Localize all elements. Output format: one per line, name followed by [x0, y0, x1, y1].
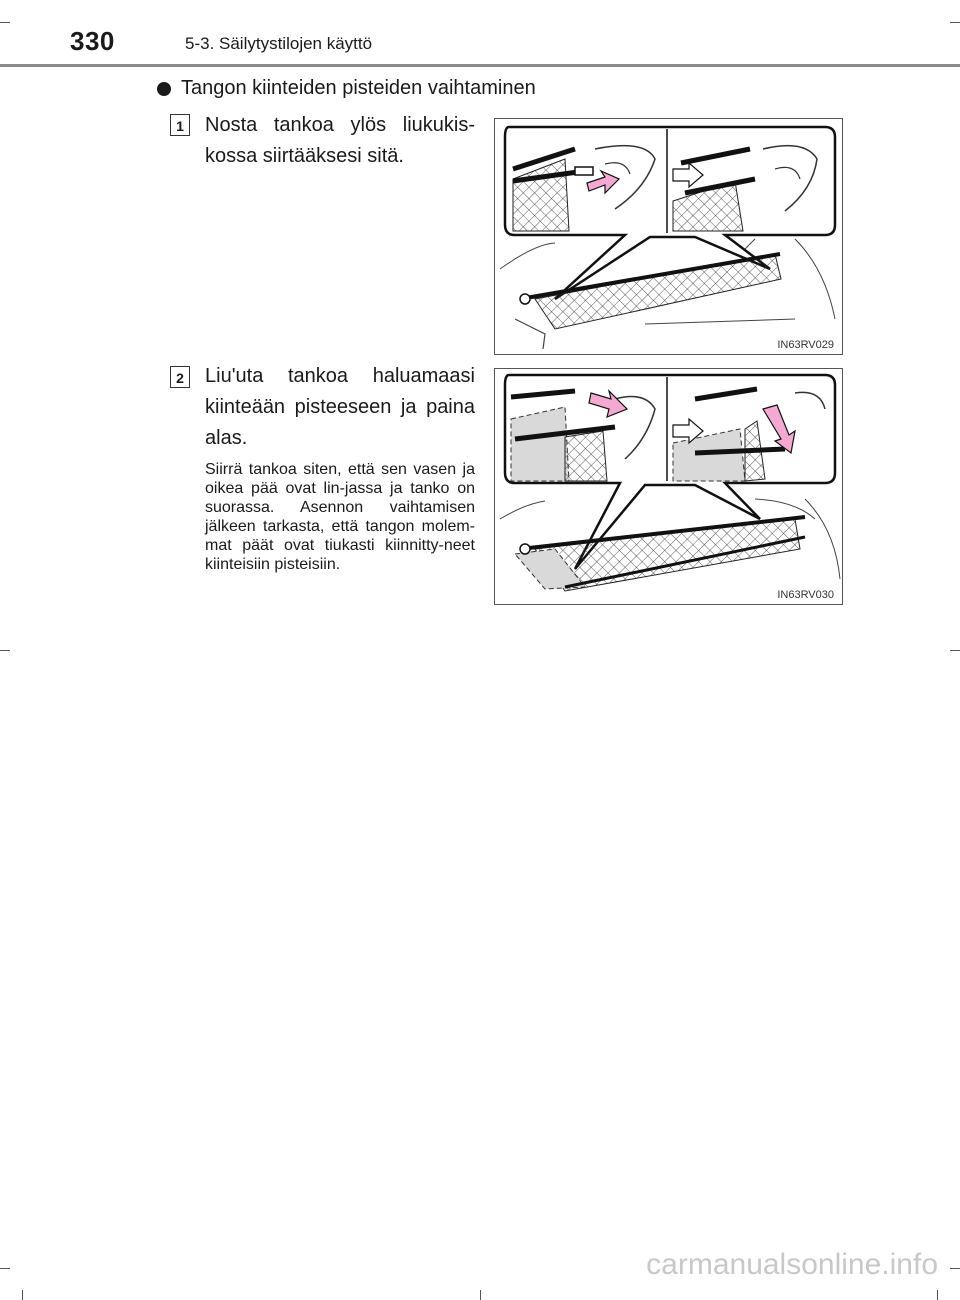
step-1-text: Nosta tankoa ylös liukukis-kossa siirtääksesi sitä. [205, 114, 475, 167]
crop-mark [950, 650, 960, 651]
crop-mark [937, 1290, 938, 1300]
figure-code: IN63RV030 [777, 589, 834, 601]
step-2-note: Siirrä tankoa siten, että sen vasen ja oikea pää ovat lin-jassa ja tanko on suorassa. Asennon vaihtamisen jälkeen tarkasta, että tangon molem-mat päät ovat tiukasti kiinnitty-neet kiinteisiin pisteisiin. [205, 461, 475, 573]
crop-mark [0, 650, 10, 651]
section-heading [157, 77, 536, 100]
step-2-text: Liu'uta tankoa haluamaasi kiinteään pisteeseen ja paina alas. [205, 365, 475, 449]
crop-mark [0, 1268, 10, 1269]
heading-text: Tangon kiinteiden pisteiden vaihtaminen [181, 77, 536, 99]
crop-mark [22, 1290, 23, 1300]
rod-lift-illustration [495, 119, 843, 355]
bullet-icon [157, 82, 171, 96]
step-number-1: 1 [170, 114, 190, 136]
crop-mark [950, 1268, 960, 1269]
rod-slide-illustration [495, 369, 843, 605]
figure-step-1 [494, 118, 843, 355]
figure-step-2 [494, 368, 843, 605]
page-header [0, 0, 960, 66]
header-rule [0, 64, 960, 67]
step-number-2: 2 [170, 366, 190, 388]
watermark: carmanualsonline.info [646, 1248, 938, 1281]
crop-mark [480, 1290, 481, 1300]
figure-code: IN63RV029 [777, 339, 834, 351]
section-title: 5-3. Säilytystilojen käyttö [185, 34, 373, 53]
page-number: 330 [70, 26, 115, 56]
